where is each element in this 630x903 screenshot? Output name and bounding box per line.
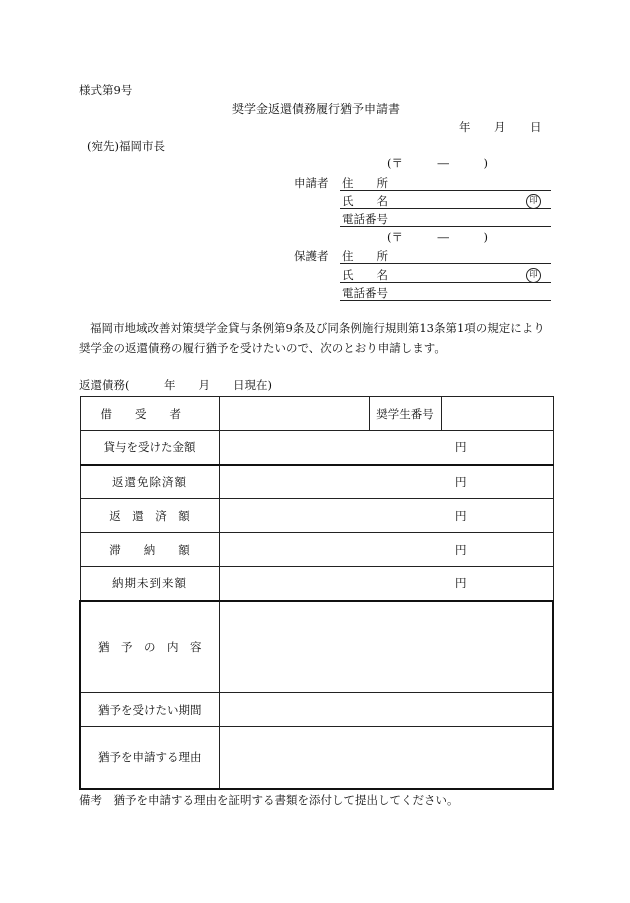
date-day-label: 日	[530, 120, 542, 134]
student-number-label: 奨学生番号	[369, 397, 441, 431]
table-row	[80, 465, 553, 499]
guardian-name-line[interactable]	[340, 282, 551, 283]
guardian-name-label: 氏 名	[342, 268, 388, 282]
applicant-phone-line[interactable]	[340, 226, 551, 227]
deferral-content-label: 猶 予 の 内 容	[80, 601, 219, 693]
table-row	[80, 727, 553, 789]
applicant-address-label: 住 所	[342, 176, 388, 190]
date-month-label: 月	[494, 120, 506, 134]
table-row	[80, 693, 553, 727]
exemption-value-cell[interactable]: 円	[219, 465, 553, 499]
deferral-content-value-cell[interactable]	[219, 601, 553, 693]
deferral-period-label: 猶予を受けたい期間	[80, 693, 219, 727]
borrower-label: 借 受 者	[100, 406, 181, 421]
table-row	[80, 431, 553, 465]
guardian-role-label: 保護者	[294, 249, 329, 263]
date-year-label: 年	[459, 120, 471, 134]
page-title: 奨学金返還債務履行猶予申請書	[232, 102, 401, 116]
table-row	[80, 601, 553, 693]
applicant-name-label: 氏 名	[342, 194, 388, 208]
repayment-table	[79, 396, 554, 790]
table-row	[80, 567, 553, 601]
guardian-address-label: 住 所	[342, 249, 388, 263]
guardian-seal-mark: 印	[526, 268, 541, 283]
table-caption: 返還債務( 年 月 日現在)	[79, 378, 272, 392]
deferral-period-value-cell[interactable]	[219, 693, 553, 727]
applicant-role-label: 申請者	[294, 176, 329, 190]
addressee: (宛先)福岡市長	[87, 139, 165, 153]
applicant-phone-label: 電話番号	[342, 212, 388, 226]
table-row	[80, 499, 553, 533]
not-due-label: 納期未到来額	[80, 567, 219, 601]
deferral-reason-value-cell[interactable]	[219, 727, 553, 789]
loan-amount-value-cell[interactable]: 円	[219, 431, 553, 465]
delinquent-value-cell[interactable]: 円	[219, 533, 553, 567]
guardian-phone-label: 電話番号	[342, 286, 388, 300]
borrower-label-cell	[80, 397, 219, 431]
guardian-phone-line[interactable]	[340, 300, 551, 301]
table-row	[80, 533, 553, 567]
body-text-line2: 奨学金の返還債務の履行猶予を受けたいので、次のとおり申請します。	[79, 341, 446, 355]
applicant-address-line[interactable]	[340, 190, 551, 191]
loan-amount-label: 貸与を受けた金額	[80, 431, 219, 465]
borrower-value-cell[interactable]	[219, 397, 369, 431]
delinquent-label: 滞 納 額	[80, 533, 219, 567]
repaid-value-cell[interactable]: 円	[219, 499, 553, 533]
body-text-line1: 福岡市地域改善対策奨学金貸与条例第9条及び同条例施行規則第13条第1項の規定により	[90, 321, 545, 335]
student-number-value-cell[interactable]	[441, 397, 553, 431]
applicant-postal: (〒 ― )	[387, 156, 488, 170]
guardian-postal: (〒 ― )	[387, 230, 488, 244]
table-row	[80, 397, 553, 431]
not-due-value-cell[interactable]: 円	[219, 567, 553, 601]
exemption-label: 返還免除済額	[80, 465, 219, 499]
repaid-label: 返 還 済 額	[80, 499, 219, 533]
applicant-seal-mark: 印	[526, 194, 541, 209]
applicant-name-line[interactable]	[340, 208, 551, 209]
form-number: 様式第9号	[79, 83, 133, 97]
guardian-address-line[interactable]	[340, 263, 551, 264]
deferral-reason-label: 猶予を申請する理由	[80, 727, 219, 789]
note: 備考 猶予を申請する理由を証明する書類を添付して提出してください。	[79, 793, 459, 807]
